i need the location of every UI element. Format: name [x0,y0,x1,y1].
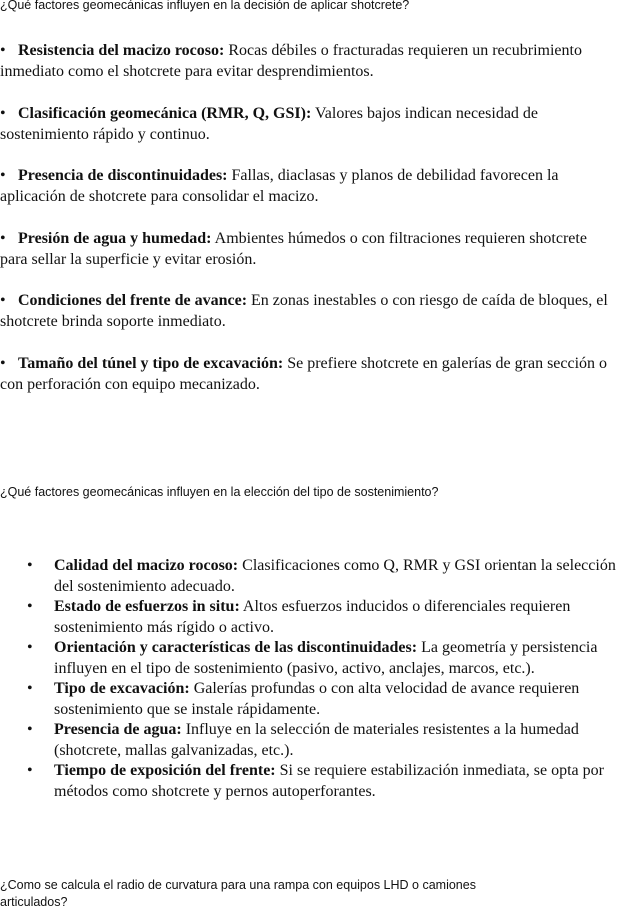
list-item [0,720,626,761]
item-heading: Condiciones del frente de avance: [18,292,248,309]
question-shotcrete-factors: ¿Qué factores geomecánicas influyen en la decisión de aplicar shotcrete? [0,0,410,12]
item-text: Altos esfuerzos inducidos o diferenciales requieren sostenimiento más rígido o activo. [54,598,571,636]
bullet: • [0,105,6,122]
item-text: Rocas débiles o fracturadas requieren un recubrimiento inmediato como el shotcrete para evitar desprendimientos. [0,42,582,80]
list-item [0,556,626,597]
support-factors-list [0,556,626,802]
question-ramp-curvature [0,877,476,911]
bullet: • [0,355,6,372]
list-item [0,679,626,720]
list-item [0,761,626,802]
item-heading: Estado de esfuerzos in situ: [54,598,240,615]
list-item [0,103,618,145]
item-heading: Presencia de discontinuidades: [18,167,228,184]
bullet: • [27,680,33,697]
list-item [0,597,626,638]
question-line-2: articulados? [0,895,68,909]
bullet: • [27,557,33,574]
bullet: • [0,292,6,309]
list-item [0,638,626,679]
bullet: • [0,167,6,184]
bullet: • [27,639,33,656]
item-text: Clasificaciones como Q, RMR y GSI orientan la selección del sostenimiento adecuado. [54,557,616,595]
item-text: Influye en la selección de materiales resistentes a la humedad (shotcrete, mallas galvanizadas, etc.). [54,721,579,759]
item-heading: Tamaño del túnel y tipo de excavación: [18,355,284,372]
item-text: Ambientes húmedos o con filtraciones requieren shotcrete para sellar la superficie y evitar erosión. [0,230,587,268]
item-heading: Presencia de agua: [54,721,182,738]
item-heading: Resistencia del macizo rocoso: [18,42,225,59]
bullet: • [0,230,6,247]
question-line-1: ¿Como se calcula el radio de curvatura para una rampa con equipos LHD o camiones [0,878,476,892]
list-item [0,353,618,395]
item-heading: Tipo de excavación: [54,680,190,697]
question-support-factors: ¿Qué factores geomecánicas influyen en la elección del tipo de sostenimiento? [0,485,439,499]
item-text: Se prefiere shotcrete en galerías de gran sección o con perforación con equipo mecanizado. [0,355,608,393]
item-text: Fallas, diaclasas y planos de debilidad favorecen la aplicación de shotcrete para consolidar el macizo. [0,167,559,205]
item-text: Si se requiere estabilización inmediata, se opta por métodos como shotcrete y pernos autoperforantes. [54,762,604,800]
item-text: Valores bajos indican necesidad de sostenimiento rápido y continuo. [0,105,539,143]
item-text: La geometría y persistencia influyen en el tipo de sostenimiento (pasivo, activo, anclajes, marcos, etc.). [54,639,598,677]
list-item [0,228,618,270]
item-text: En zonas inestables o con riesgo de caída de bloques, el shotcrete brinda soporte inmediato. [0,292,608,330]
item-heading: Tiempo de exposición del frente: [54,762,276,779]
list-item [0,165,618,207]
item-heading: Orientación y características de las discontinuidades: [54,639,418,656]
item-heading: Clasificación geomecánica (RMR, Q, GSI): [18,105,312,122]
bullet: • [27,721,33,738]
bullet: • [0,42,6,59]
item-heading: Calidad del macizo rocoso: [54,557,239,574]
bullet: • [27,598,33,615]
list-item [0,40,618,82]
item-heading: Presión de agua y humedad: [18,230,212,247]
list-item [0,290,618,332]
bullet: • [27,762,33,779]
item-text: Galerías profundas o con alta velocidad de avance requieren sostenimiento que se instale rápidamente. [54,680,580,718]
